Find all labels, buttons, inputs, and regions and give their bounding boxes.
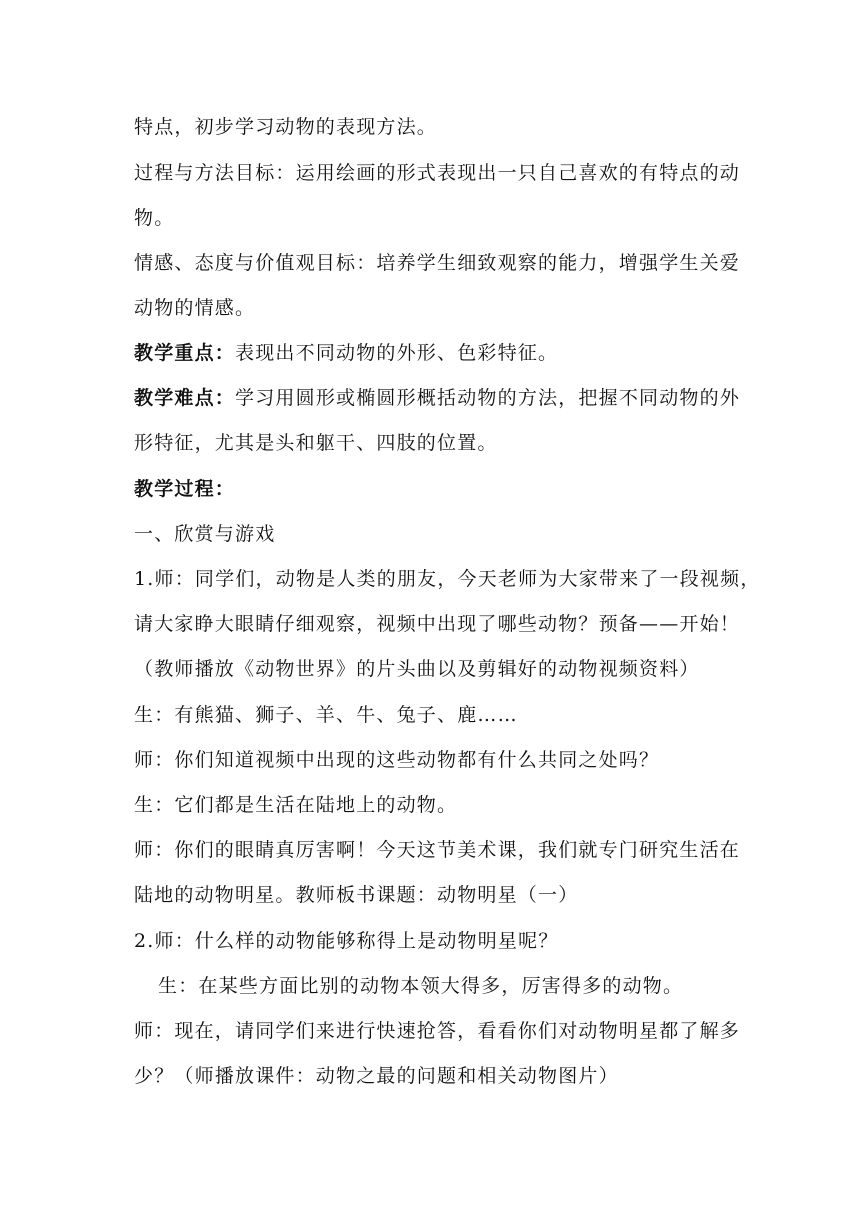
text-line: 师：你们的眼睛真厉害啊！今天这节美术课，我们就专门研究生活在 [134, 839, 741, 861]
text-line: 师：现在，请同学们来进行快速抢答，看看你们对动物明星都了解多 [134, 1020, 741, 1042]
text-line: 生：有熊猫、狮子、羊、牛、兔子、鹿…… [134, 704, 518, 726]
text-line: 物。 [134, 207, 175, 229]
text-line: 生：在某些方面比别的动物本领大得多，厉害得多的动物。 [158, 975, 684, 997]
text-line: 请大家睁大眼睛仔细观察，视频中出现了哪些动物？预备——开始！ [134, 613, 741, 635]
text-line: 形特征，尤其是头和躯干、四肢的位置。 [134, 432, 498, 454]
text-line: 师：你们知道视频中出现的这些动物都有什么共同之处吗？ [134, 749, 660, 771]
text-line: 动物的情感。 [134, 297, 256, 319]
text-line: 生：它们都是生活在陆地上的动物。 [134, 794, 458, 816]
text-line: 2.师：什么样的动物能够称得上是动物明星呢？ [134, 930, 559, 952]
key-points-text: 表现出不同动物的外形、色彩特征。 [235, 342, 559, 364]
difficulties-text: 学习用圆形或椭圆形概括动物的方法，把握不同动物的外 [235, 387, 741, 409]
key-points-label: 教学重点： [134, 342, 236, 364]
text-line: 少？（师播放课件：动物之最的问题和相关动物图片） [134, 1065, 619, 1087]
text-line: （教师播放《动物世界》的片头曲以及剪辑好的动物视频资料） [134, 658, 700, 680]
difficulties-label: 教学难点： [134, 387, 236, 409]
section-heading: 教学过程： [134, 478, 236, 500]
text-line: 1.师：同学们，动物是人类的朋友，今天老师为大家带来了一段视频， [134, 568, 761, 590]
text-line: 一、欣赏与游戏 [134, 523, 276, 545]
text-line: 特点，初步学习动物的表现方法。 [134, 116, 438, 138]
text-line: 情感、态度与价值观目标：培养学生细致观察的能力，增强学生关爱 [134, 252, 741, 274]
difficulties-line [134, 385, 740, 411]
text-line: 陆地的动物明星。教师板书课题：动物明星（一） [134, 884, 579, 906]
key-points-line [134, 340, 558, 366]
text-line: 过程与方法目标：运用绘画的形式表现出一只自己喜欢的有特点的动 [134, 162, 741, 184]
